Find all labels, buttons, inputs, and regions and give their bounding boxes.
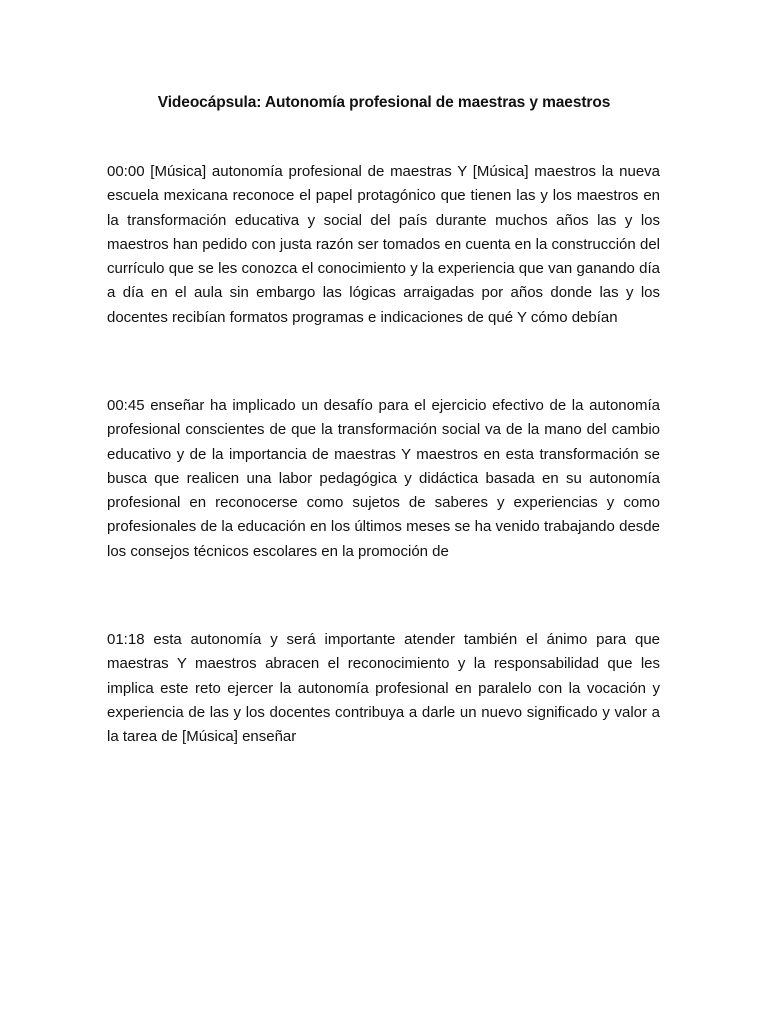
timestamp: 01:18: [107, 631, 145, 648]
timestamp: 00:45: [107, 397, 145, 414]
transcript-segment-3: [107, 628, 660, 749]
transcript-segment-2: [107, 394, 660, 564]
segment-text: [Música] autonomía profesional de maestras Y [Música] maestros la nueva escuela mexicana reconoce el papel protagónico que tienen las y los maestros en la transformación educativa y social del país durante muchos años las y los maestros han pedido con justa razón ser tomados en cuenta en la construcción del currículo que se les conozca el conocimiento y la experiencia que van ganando día a día en el aula sin embargo las lógicas arraigadas por años donde las y los docentes recibían formatos programas e indicaciones de qué Y cómo debían: [107, 163, 660, 326]
transcript-segment-1: [107, 160, 660, 330]
document-title: Videocápsula: Autonomía profesional de maestras y maestros: [157, 94, 611, 111]
segment-text: enseñar ha implicado un desafío para el ejercicio efectivo de la autonomía profesional conscientes de que la transformación social va de la mano del cambio educativo y de la importancia de maestras Y maestros en esta transformación se busca que realicen una labor pedagógica y didáctica basada en su autonomía profesional en reconocerse como sujetos de saberes y experiencias y como profesionales de la educación en los últimos meses se ha venido trabajando desde los consejos técnicos escolares en la promoción de: [107, 397, 660, 560]
timestamp: 00:00: [107, 163, 145, 180]
segment-text: esta autonomía y será importante atender también el ánimo para que maestras Y maestros abracen el reconocimiento y la responsabilidad que les implica este reto ejercer la autonomía profesional en paralelo con la vocación y experiencia de las y los docentes contribuya a darle un nuevo significado y valor a la tarea de [Música] enseñar: [107, 631, 660, 746]
